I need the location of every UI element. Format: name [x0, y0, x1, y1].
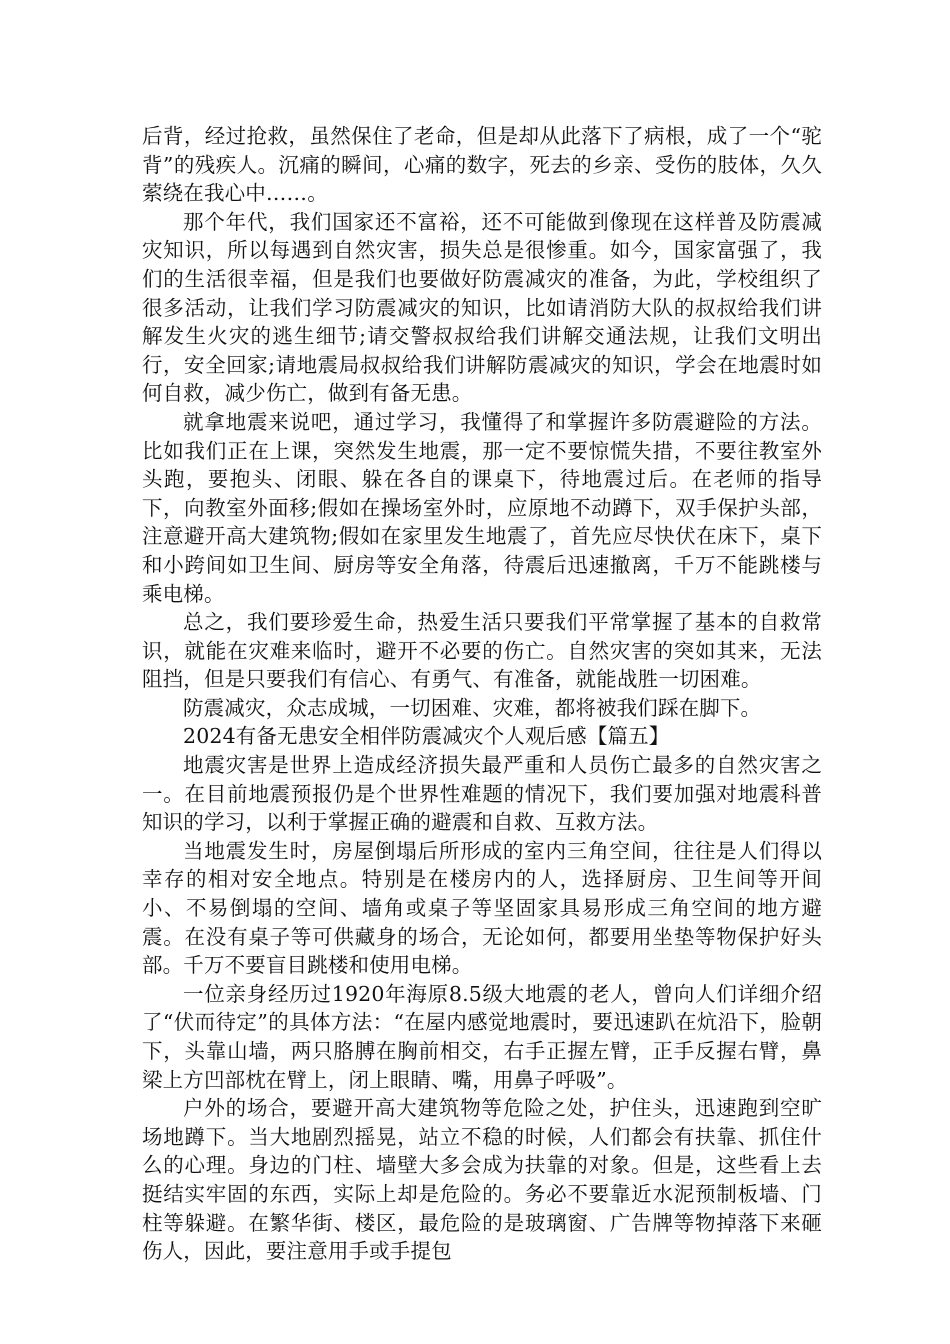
document-body: [142, 122, 822, 1266]
paragraph-2: 那个年代，我们国家还不富裕，还不可能做到像现在这样普及防震减灾知识，所以每遇到自然灾害，损失总是很惨重。如今，国家富强了，我们的生活很幸福，但是我们也要做好防震减灾的准备，为此，学校组织了很多活动，让我们学习防震减灾的知识，比如请消防大队的叔叔给我们讲解发生火灾的逃生细节;请交警叔叔给我们讲解交通法规，让我们文明出行，安全回家;请地震局叔叔给我们讲解防震减灾的知识，学会在地震时如何自救，减少伤亡，做到有备无患。: [142, 209, 822, 406]
paragraph-10: 户外的场合，要避开高大建筑物等危险之处，护住头，迅速跑到空旷场地蹲下。当大地剧烈摇晃，站立不稳的时候，人们都会有扶靠、抓住什么的心理。身边的门柱、墙壁大多会成为扶靠的对象。但是，这些看上去挺结实牢固的东西，实际上却是危险的。务必不要靠近水泥预制板墙、门柱等躲避。在繁华街、楼区，最危险的是玻璃窗、广告牌等物掉落下来砸伤人，因此，要注意用手或手提包: [142, 1096, 822, 1264]
paragraph-3: 就拿地震来说吧，通过学习，我懂得了和掌握许多防震避险的方法。比如我们正在上课，突然发生地震，那一定不要惊慌失措，不要往教室外头跑，要抱头、闭眼、躲在各自的课桌下，待地震过后。在老师的指导下，向教室外面移;假如在操场室外时，应原地不动蹲下，双手保护头部，注意避开高大建筑物;假如在家里发生地震了，首先应尽快伏在床下，桌下和小跨间如卫生间、厨房等安全角落，待震后迅速撤离，千万不能跳楼与乘电梯。: [142, 409, 822, 606]
paragraph-7: 地震灾害是世界上造成经济损失最严重和人员伤亡最多的自然灾害之一。在目前地震预报仍是个世界性难题的情况下，我们要加强对地震科普知识的学习，以利于掌握正确的避震和自救、互救方法。: [142, 753, 822, 835]
paragraph-5: 防震减灾，众志成城，一切困难、灾难，都将被我们踩在脚下。: [183, 695, 762, 720]
paragraph-9: 一位亲身经历过1920年海原8.5级大地震的老人，曾向人们详细介绍了“伏而待定”的具体方法：“在屋内感觉地震时，要迅速趴在炕沿下，脸朝下，头靠山墙，两只胳膊在胸前相交，右手正握左臂，正手反握右臂，鼻梁上方凹部枕在臂上，闭上眼睛、嘴，用鼻子呼吸”。: [142, 981, 822, 1092]
paragraph-1: 后背，经过抢救，虽然保住了老命，但是却从此落下了病根，成了一个“驼背”的残疾人。沉痛的瞬间，心痛的数字，死去的乡亲、受伤的肢体，久久萦绕在我心中……。: [142, 124, 822, 206]
paragraph-8: 当地震发生时，房屋倒塌后所形成的室内三角空间，往往是人们得以幸存的相对安全地点。特别是在楼房内的人，选择厨房、卫生间等开间小、不易倒塌的空间、墙角或桌子等坚固家具易形成三角空间的地方避震。在没有桌子等可供藏身的场合，无论如何，都要用坐垫等物保护好头部。千万不要盲目跳楼和使用电梯。: [142, 838, 822, 978]
paragraph-4: 总之，我们要珍爱生命，热爱生活只要我们平常掌握了基本的自救常识，就能在灾难来临时，避开不必要的伤亡。自然灾害的突如其来，无法阻挡，但是只要我们有信心、有勇气、有准备，就能战胜一切困难。: [142, 610, 822, 692]
section-heading: 2024有备无患安全相伴防震减灾个人观后感【篇五】: [183, 724, 670, 749]
